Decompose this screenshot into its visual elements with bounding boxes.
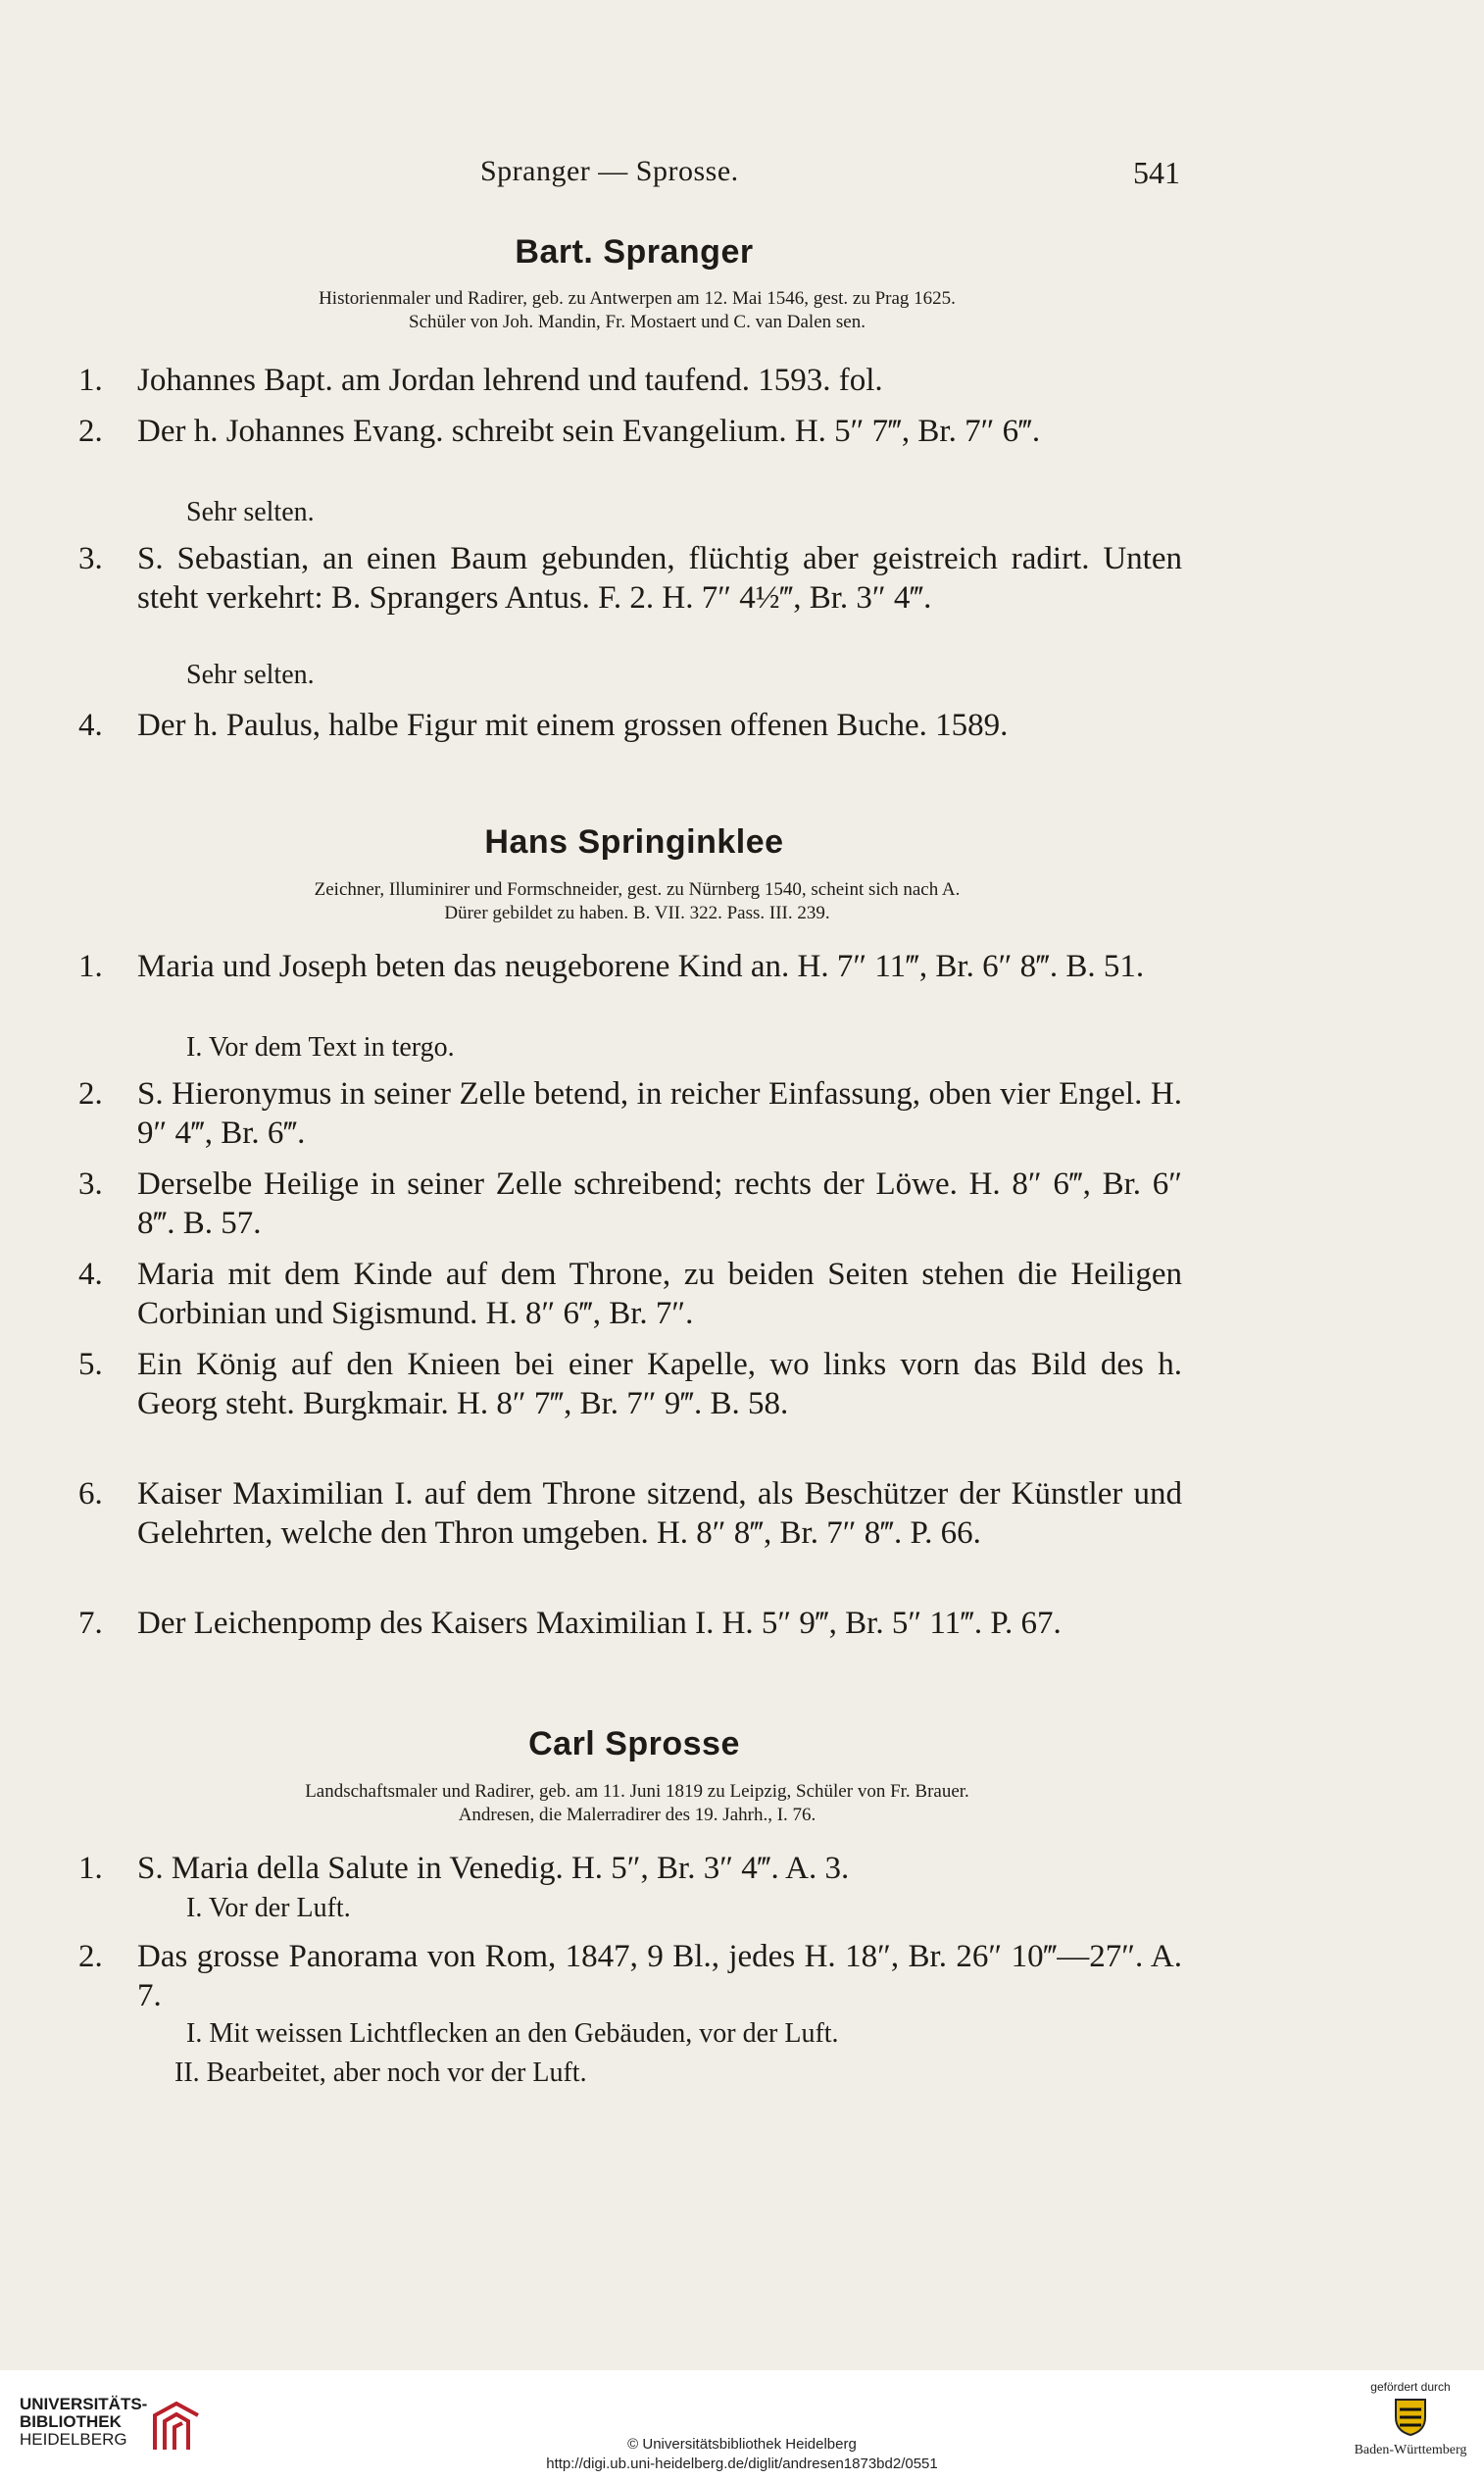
entry-number: 6. [78,1476,103,1512]
copyright-block [0,2435,1484,2474]
entry-number: 3. [78,1166,103,1202]
entry-number: 1. [78,949,103,984]
bio-line: Dürer gebildet zu haben. B. VII. 322. Pass. III. 239. [444,903,830,923]
entry-text: S. Maria della Salute in Venedig. H. 5″, Br. 3″ 4‴. A. 3. [137,1851,850,1886]
catalog-entry [78,1604,1182,1643]
bio-line: Andresen, die Malerradirer des 19. Jahrh., I. 76. [458,1805,816,1825]
entry-note: I. Vor dem Text in tergo. [186,1032,455,1063]
catalog-entry [78,1849,1182,1888]
entry-note: II. Bearbeitet, aber noch vor der Luft. [174,2058,587,2088]
bio-line: Landschaftsmaler und Radirer, geb. am 11. Juni 1819 zu Leipzig, Schüler von Fr. Brauer. [305,1781,969,1802]
catalog-entry [78,706,1182,745]
library-name-line: HEIDELBERG [20,2430,127,2449]
entry-number: 3. [78,541,103,576]
catalog-entry [78,412,1182,451]
artist-bio [98,1780,1176,1827]
sponsor-block [1347,2380,1474,2458]
catalog-entry [78,1937,1182,2015]
entry-number: 4. [78,708,103,743]
catalog-entry [78,1074,1182,1153]
artist-bio [98,878,1176,925]
footer [0,2370,1484,2480]
running-head-title: Spranger — Sprosse. [480,155,739,187]
entry-note: Sehr selten. [186,497,315,527]
running-head [0,155,1484,200]
entry-text: Kaiser Maximilian I. auf dem Throne sitzend, als Beschützer der Künstler und Gelehrten, welche den Thron umgeben. H. 8″ 8‴, Br. 7″ 8‴. P. 66. [137,1476,1182,1551]
entry-number: 1. [78,363,103,398]
entry-text: Derselbe Heilige in seiner Zelle schreibend; rechts der Löwe. H. 8″ 6‴, Br. 6″ 8‴. B. 57. [137,1166,1182,1241]
bio-line: Historienmaler und Radirer, geb. zu Antwerpen am 12. Mai 1546, gest. zu Prag 1625. [319,288,956,309]
entry-text: Ein König auf den Knieen bei einer Kapelle, wo links vorn das Bild des h. Georg steht. Burgkmair. H. 8″ 7‴, Br. 7″ 9‴. B. 58. [137,1347,1182,1421]
coat-of-arms-icon [1388,2396,1433,2437]
entry-note: I. Mit weissen Lichtflecken an den Gebäuden, vor der Luft. [186,2018,839,2049]
artist-heading: Bart. Spranger [515,233,754,271]
page-number: 541 [1133,155,1180,190]
catalog-entry [78,1474,1182,1553]
sponsor-name: Baden-Württemberg [1354,2443,1467,2457]
entry-number: 2. [78,1076,103,1112]
entry-text: Maria und Joseph beten das neugeborene Kind an. H. 7″ 11‴, Br. 6″ 8‴. B. 51. [137,949,1145,984]
sponsor-label: gefördert durch [1370,2380,1451,2394]
catalog-entry [78,1165,1182,1243]
entry-number: 4. [78,1257,103,1292]
entry-number: 5. [78,1347,103,1382]
entry-number: 2. [78,414,103,449]
entry-text: Das grosse Panorama von Rom, 1847, 9 Bl., jedes H. 18″, Br. 26″ 10‴—27″. A. 7. [137,1939,1182,2013]
library-name-line: BIBLIOTHEK [20,2412,122,2431]
entry-number: 1. [78,1851,103,1886]
bio-line: Schüler von Joh. Mandin, Fr. Mostaert und C. van Dalen sen. [409,312,866,332]
bio-line: Zeichner, Illuminirer und Formschneider, gest. zu Nürnberg 1540, scheint sich nach A. [314,879,961,900]
entry-note: I. Vor der Luft. [186,1893,351,1923]
entry-text: Der h. Johannes Evang. schreibt sein Evangelium. H. 5″ 7‴, Br. 7″ 6‴. [137,414,1041,449]
entry-note: Sehr selten. [186,660,315,690]
catalog-entry [78,361,1182,400]
artist-heading: Carl Sprosse [528,1725,740,1762]
catalog-entry [78,1345,1182,1423]
entry-text: Der h. Paulus, halbe Figur mit einem grossen offenen Buche. 1589. [137,708,1009,743]
artist-bio [98,287,1176,334]
catalog-entry [78,1255,1182,1333]
entry-text: Johannes Bapt. am Jordan lehrend und taufend. 1593. fol. [137,363,883,398]
entry-text: Der Leichenpomp des Kaisers Maximilian I. H. 5″ 9‴, Br. 5″ 11‴. P. 67. [137,1606,1062,1641]
entry-text: S. Sebastian, an einen Baum gebunden, flüchtig aber geistreich radirt. Unten steht verkehrt: B. Sprangers Antus. F. 2. H. 7″ 4½‴, Br. 3″ 4‴. [137,541,1182,616]
library-name-line: UNIVERSITÄTS- [20,2395,148,2413]
catalog-entry [78,947,1182,986]
entry-number: 7. [78,1606,103,1641]
entry-text: S. Hieronymus in seiner Zelle betend, in reicher Einfassung, oben vier Engel. H. 9″ 4‴, Br. 6‴. [137,1076,1182,1151]
copyright-text: © Universitätsbibliothek Heidelberg [627,2436,857,2453]
entry-text: Maria mit dem Kinde auf dem Throne, zu beiden Seiten stehen die Heiligen Corbinian und Sigismund. H. 8″ 6‴, Br. 7″. [137,1257,1182,1331]
entry-number: 2. [78,1939,103,1974]
catalog-entry [78,539,1182,618]
artist-heading: Hans Springinklee [484,823,784,861]
source-url[interactable]: http://digi.ub.uni-heidelberg.de/diglit/andresen1873bd2/0551 [546,2455,938,2472]
